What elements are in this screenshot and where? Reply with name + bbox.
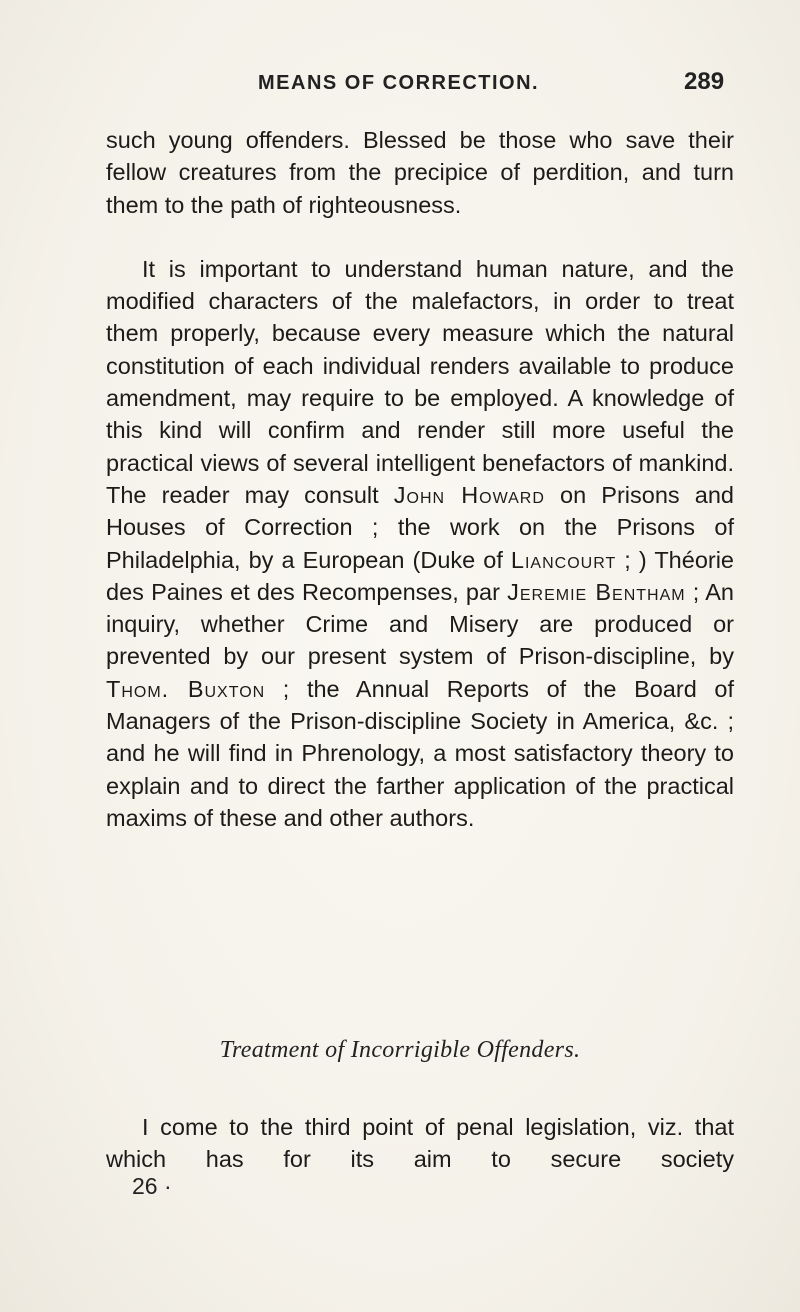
page-number: 289 (684, 68, 725, 95)
paragraph-text: ; ) Théorie des Paines et des Recompenses, par (106, 546, 734, 605)
body-text (106, 124, 734, 834)
running-head (0, 64, 800, 104)
author-name-bentham: Jeremie Bentham (507, 578, 686, 605)
author-name-buxton: Thom. Buxton (106, 675, 266, 702)
paragraph-text: ; An inquiry, whether Crime and Misery are produced or prevented by our present system of Prison-discipline, by (106, 578, 734, 670)
section-heading: Treatment of Incorrigible Offenders. (219, 1037, 581, 1063)
running-title: MEANS OF CORRECTION. (258, 72, 540, 94)
author-name-howard: John Howard (393, 481, 545, 508)
author-name-liancourt: Liancourt (510, 546, 617, 573)
paragraph-text: It is important to understand human nature, and the modified characters of the malefactors, in order to treat them properly, because every measure which the natural constitution of each individual renders available to produce amendment, may require to be employed. A knowledge of this kind will confirm and render still more useful the practical views of several intelligent benefactors of mankind. The reader may consult (106, 255, 734, 508)
paragraph-text: ; the Annual Reports of the Board of Managers of the Prison-discipline Society in America, &c. ; and he will find in Phrenology, a most satisfactory theory to explain and to direct the farther application of the practical maxims of these and other authors. (106, 675, 734, 831)
paragraph-human-nature (106, 253, 734, 834)
paragraph-text: on Prisons and Houses of Correction ; the work on the Prisons of Philadelphia, by a European (Duke of (106, 481, 734, 573)
signature-mark: 26 · (132, 1173, 172, 1199)
paragraph-continuation: such young offenders. Blessed be those who save their fellow creatures from the precipice of perdition, and turn them to the path of righteousness. (106, 127, 734, 218)
paragraph-third-point: I come to the third point of penal legislation, viz. that which has for its aim to secure society (106, 1114, 734, 1173)
